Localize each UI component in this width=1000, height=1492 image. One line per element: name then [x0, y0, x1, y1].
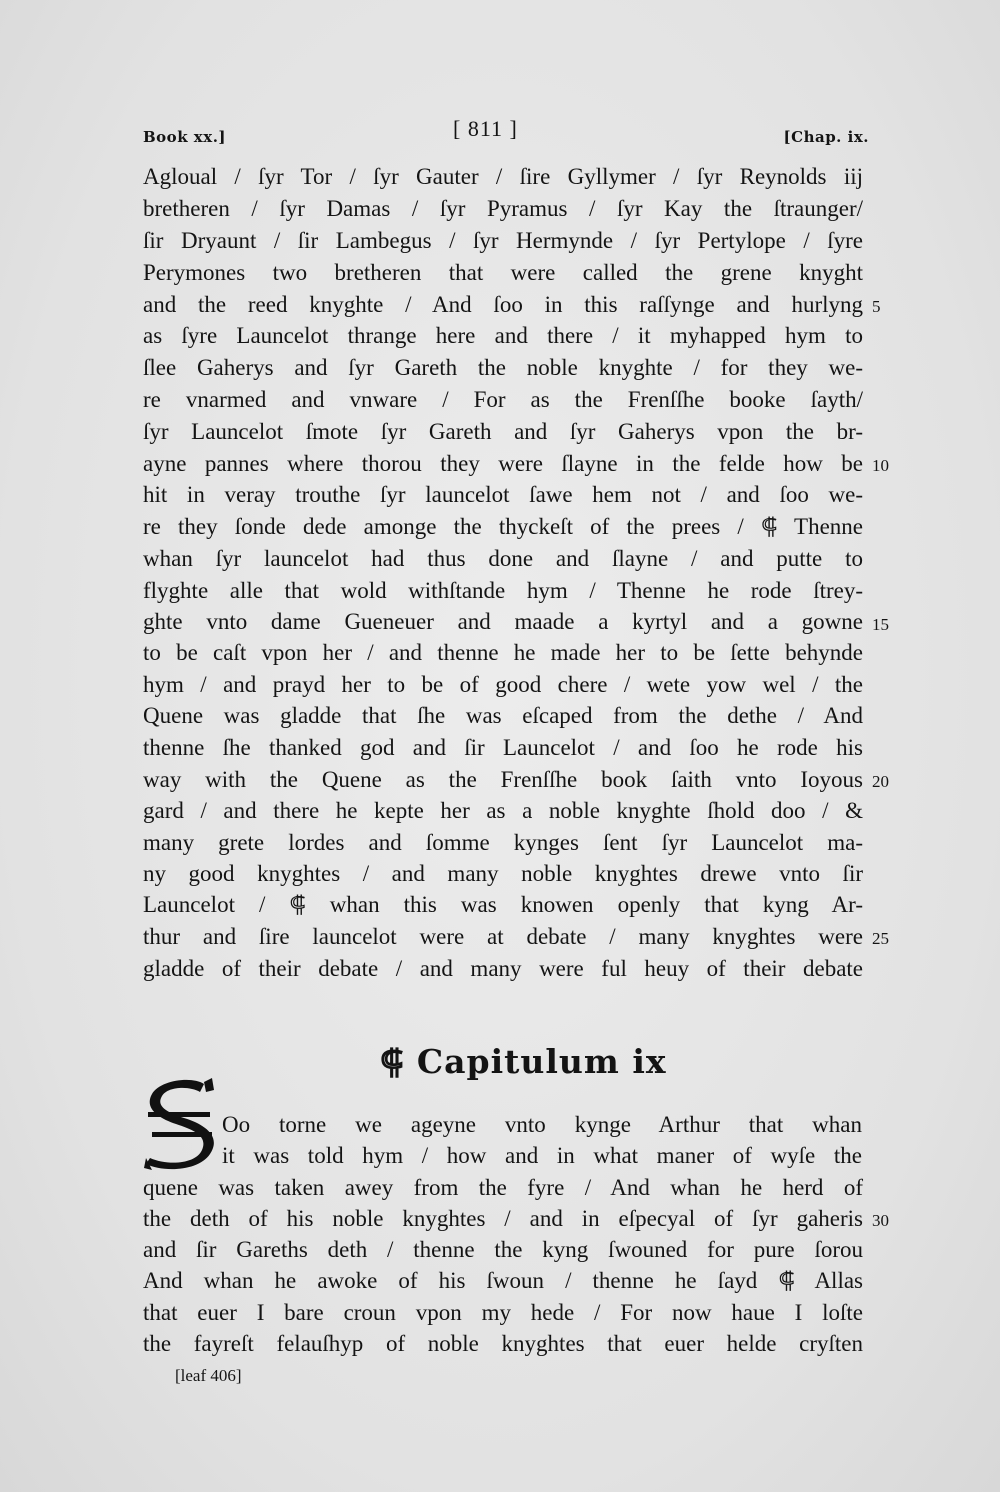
text-line: thur and ſire launcelot were at debate / many knyghtes were — [143, 924, 863, 949]
text-line: Agloual / ſyr Tor / ſyr Gauter / ſire Gyllymer / ſyr Reynolds iij — [143, 164, 863, 189]
text-line: ſlee Gaherys and ſyr Gareth the noble knyghte / for they we- — [143, 355, 863, 380]
text-line: ayne pannes where thorou they were ſlayne in the felde how be — [143, 451, 863, 476]
text-line: re vnarmed and vnware / For as the Frenſſhe booke ſayth/ — [143, 387, 863, 412]
text-line: And whan he awoke of his ſwoun / thenne he ſayd ⸿ Allas — [143, 1268, 863, 1293]
text-line: bretheren / ſyr Damas / ſyr Pyramus / ſyr Kay the ſtraunger/ — [143, 196, 863, 221]
text-line: Perymones two bretheren that were called the grene knyght — [143, 260, 863, 285]
text-line: quene was taken awey from the fyre / And whan he herd of — [143, 1175, 863, 1200]
line-number-30: 30 — [872, 1211, 889, 1230]
text-line: the fayreſt felauſhyp of noble knyghtes that euer helde cryſten — [143, 1331, 863, 1356]
text-line: gladde of their debate / and many were ful heuy of their debate — [143, 956, 863, 981]
text-line: ny good knyghtes / and many noble knyghtes drewe vnto ſir — [143, 861, 863, 886]
text-line: hit in veray trouthe ſyr launcelot ſawe hem not / and ſoo we- — [143, 482, 863, 507]
chapter-reference: [Chap. ix. — [783, 128, 869, 146]
leaf-reference: [leaf 406] — [175, 1366, 242, 1385]
book-reference: Book xx.] — [143, 128, 227, 146]
line-number-25: 25 — [872, 929, 889, 948]
text-line: Launcelot / ⸿ whan this was knowen openly that kyng Ar- — [143, 892, 863, 917]
text-line: re they ſonde dede amonge the thyckeſt of the prees / ⸿ Thenne — [143, 514, 863, 539]
text-line: as ſyre Launcelot thrange here and there / it myhapped hym to — [143, 323, 863, 348]
text-line: that euer I bare croun vpon my hede / For now haue I loſte — [143, 1300, 863, 1325]
drop-cap-s — [142, 1078, 220, 1170]
text-line: way with the Quene as the Frenſſhe book ſaith vnto Ioyous — [143, 767, 863, 792]
text-line: and the reed knyghte / And ſoo in this raſſynge and hurlyng — [143, 292, 863, 317]
text-line: gard / and there he kepte her as a noble knyghte ſhold doo / & — [143, 798, 863, 823]
line-number-5: 5 — [872, 297, 881, 316]
page-number: [ 811 ] — [453, 116, 518, 141]
text-line: hym / and prayd her to be of good chere / wete yow wel / the — [143, 672, 863, 697]
text-line: ghte vnto dame Gueneuer and maade a kyrtyl and a gowne — [143, 609, 863, 634]
text-line: whan ſyr launcelot had thus done and ſlayne / and putte to — [143, 546, 863, 571]
text-line: ſyr Launcelot ſmote ſyr Gareth and ſyr Gaherys vpon the br- — [143, 419, 863, 444]
chapter-heading: ⸿ Capitulum ix — [380, 1042, 667, 1081]
text-line: Quene was gladde that ſhe was eſcaped from the dethe / And — [143, 703, 863, 728]
drop-cap-s-icon — [142, 1078, 220, 1170]
text-line: ſir Dryaunt / ſir Lambegus / ſyr Hermynde / ſyr Pertylope / ſyre — [143, 228, 863, 253]
text-line: flyghte alle that wold withſtande hym / Thenne he rode ſtrey- — [143, 578, 863, 603]
text-line: and ſir Gareths deth / thenne the kyng ſwouned for pure ſorou — [143, 1237, 863, 1262]
text-line: it was told hym / how and in what maner of wyſe the — [222, 1143, 862, 1168]
text-line: Oo torne we ageyne vnto kynge Arthur that whan — [222, 1112, 862, 1137]
text-line: many grete lordes and ſomme kynges ſent ſyr Launcelot ma- — [143, 830, 863, 855]
line-number-15: 15 — [872, 615, 889, 634]
text-line: to be caſt vpon her / and thenne he made her to be ſette behynde — [143, 640, 863, 665]
text-line: the deth of his noble knyghtes / and in eſpecyal of ſyr gaheris — [143, 1206, 863, 1231]
text-line: thenne ſhe thanked god and ſir Launcelot / and ſoo he rode his — [143, 735, 863, 760]
line-number-20: 20 — [872, 772, 889, 791]
running-header — [143, 116, 869, 148]
line-number-10: 10 — [872, 456, 889, 475]
